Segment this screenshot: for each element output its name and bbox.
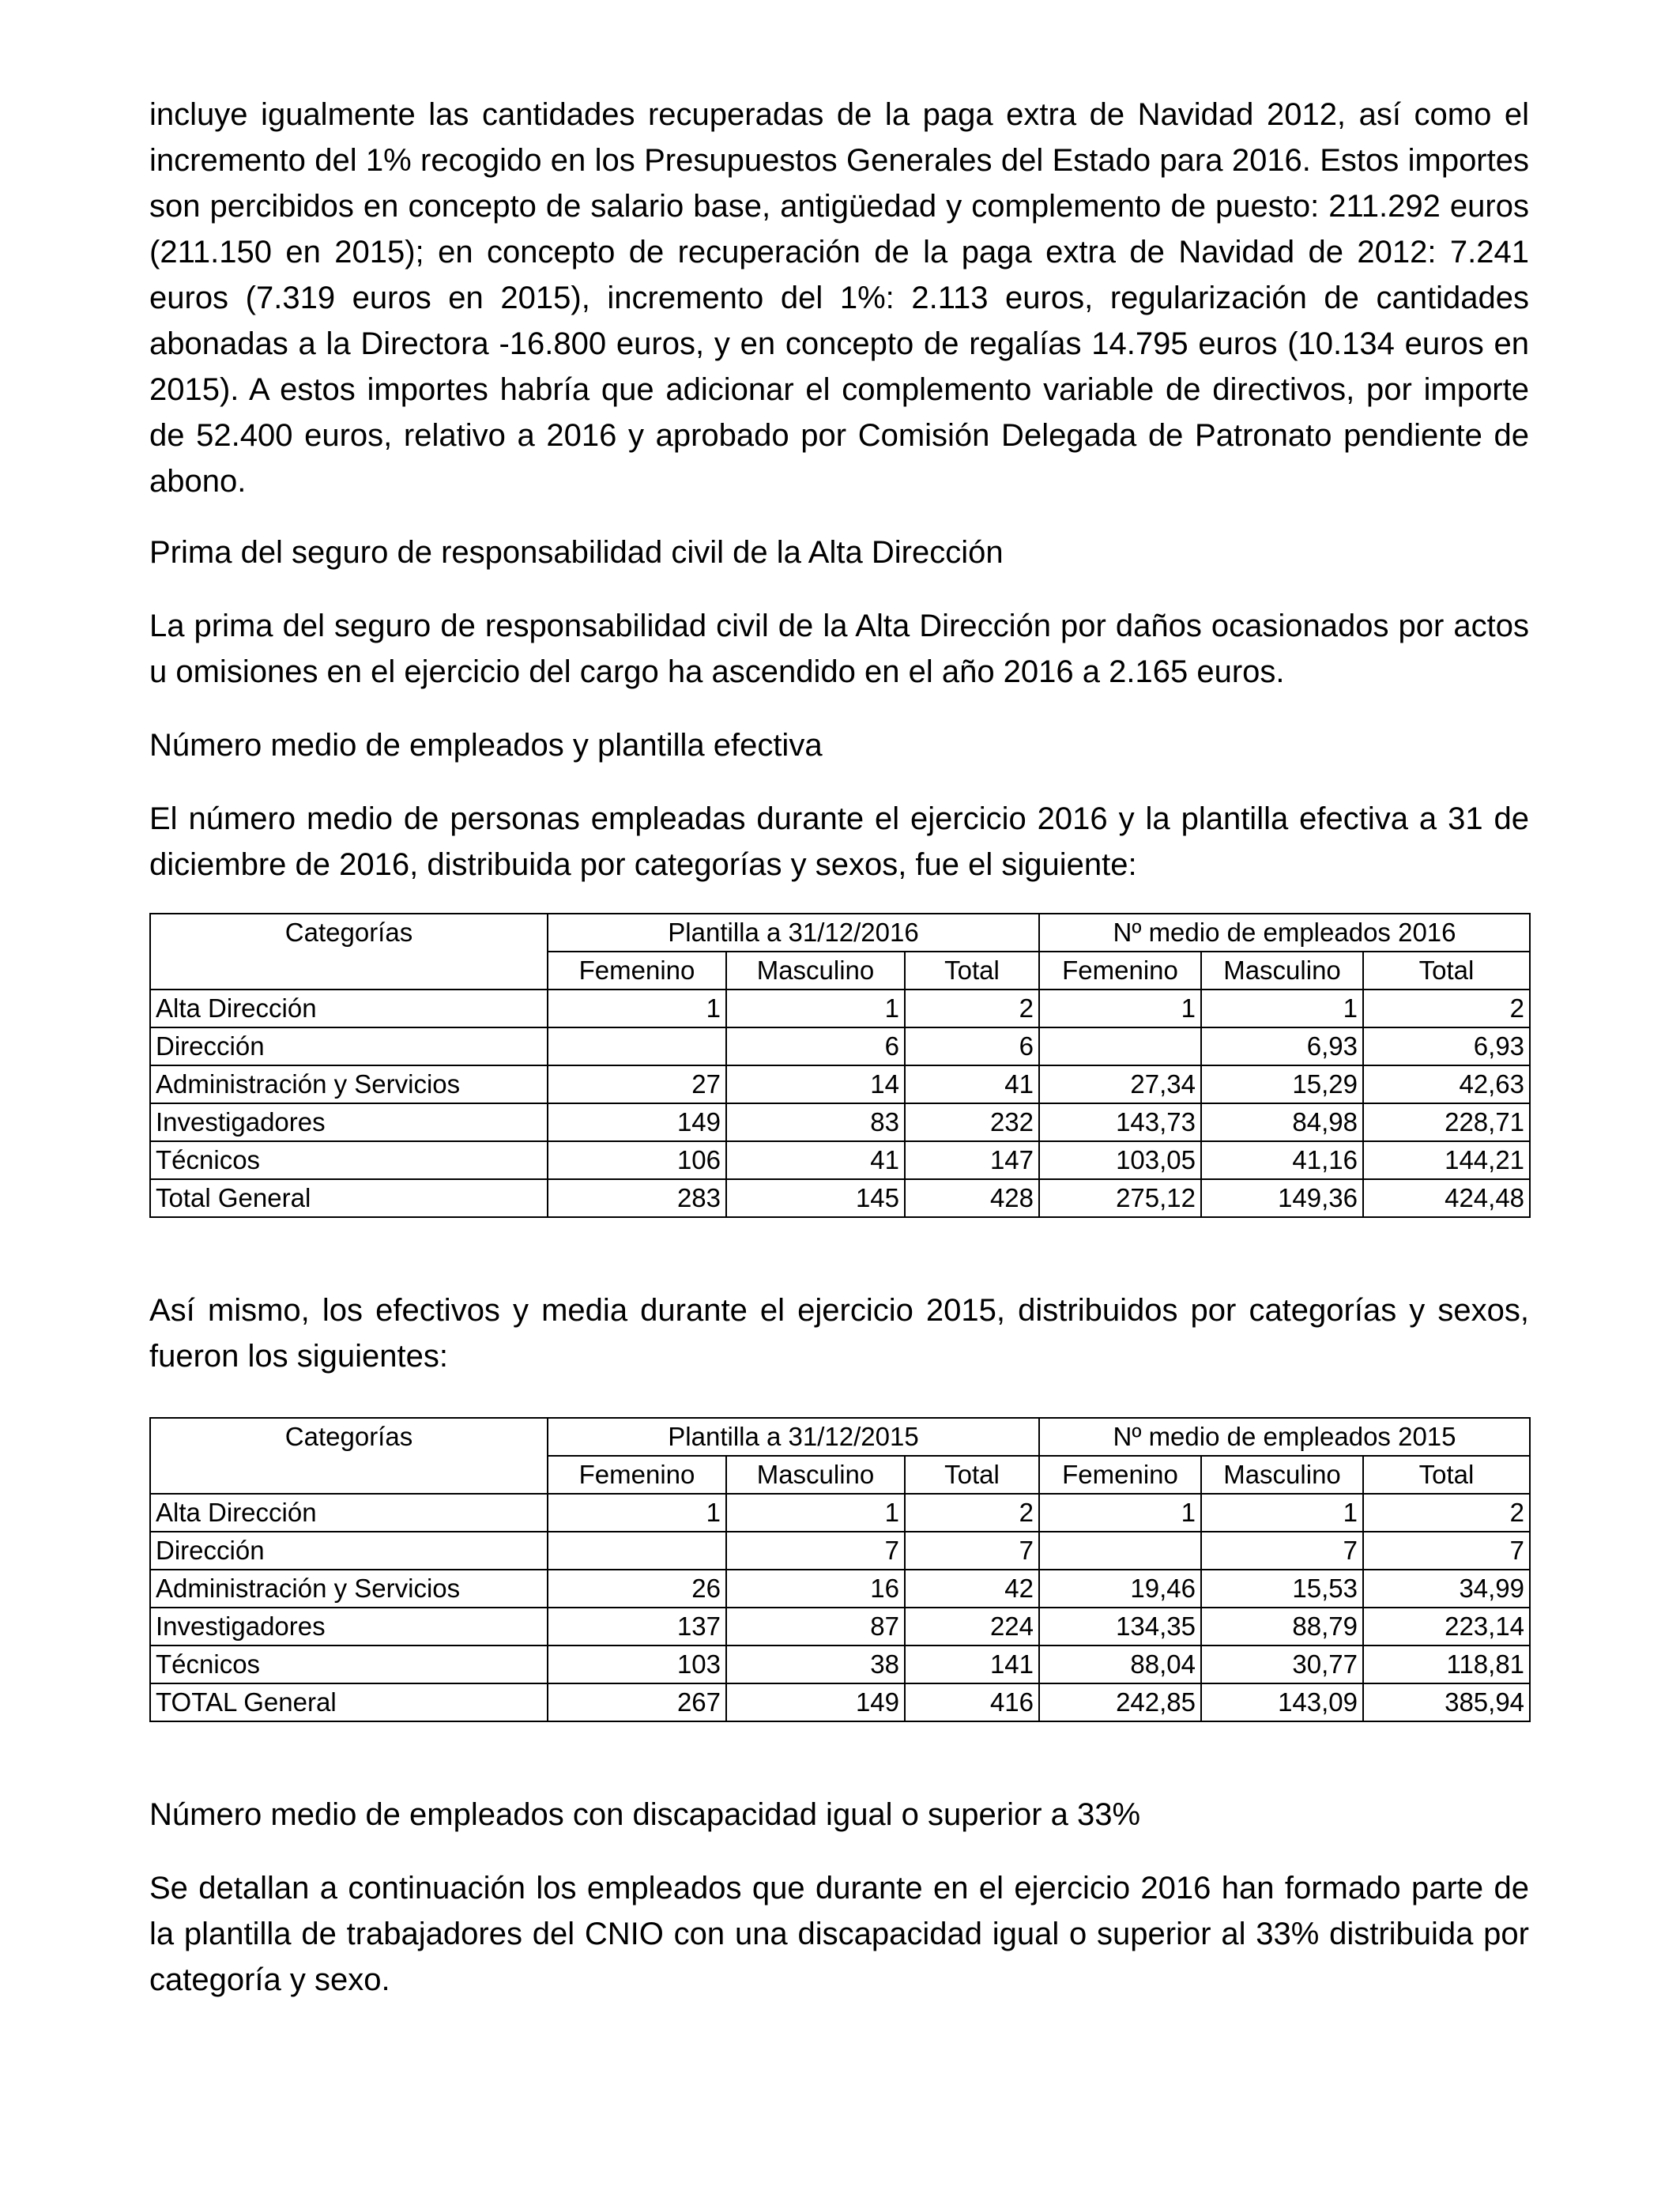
subheader-total: Total: [1363, 1456, 1530, 1494]
value-cell: 144,21: [1363, 1141, 1530, 1179]
paragraph-prima-seguro: La prima del seguro de responsabilidad civil de la Alta Dirección por daños ocasionados por actos u omisiones en el ejercicio del cargo ha ascendido en el año 2016 a 2.165 euros.: [149, 609, 1529, 689]
value-cell: 1: [1039, 990, 1201, 1027]
category-cell: Dirección: [150, 1027, 548, 1065]
value-cell: 228,71: [1363, 1103, 1530, 1141]
value-cell: [548, 1532, 726, 1570]
value-cell: 232: [905, 1103, 1039, 1141]
value-cell: 149: [548, 1103, 726, 1141]
value-cell: 1: [548, 990, 726, 1027]
paragraph-numero-medio: El número medio de personas empleadas durante el ejercicio 2016 y la plantilla efectiva a 31 de diciembre de 2016, distribuida por categorías y sexos, fue el siguiente:: [149, 801, 1529, 882]
value-cell: 2: [905, 990, 1039, 1027]
value-cell: 143,09: [1201, 1683, 1363, 1721]
subheader-femenino: Femenino: [548, 1456, 726, 1494]
value-cell: 34,99: [1363, 1570, 1530, 1608]
table-row: [150, 1646, 1530, 1683]
table-row: [150, 1532, 1530, 1570]
header-categorias: Categorías: [150, 1418, 548, 1494]
value-cell: 87: [726, 1608, 905, 1646]
value-cell: 6: [905, 1027, 1039, 1065]
category-cell: TOTAL General: [150, 1683, 548, 1721]
category-cell: Administración y Servicios: [150, 1570, 548, 1608]
category-cell: Técnicos: [150, 1141, 548, 1179]
table-row: [150, 1141, 1530, 1179]
value-cell: 1: [1201, 990, 1363, 1027]
header-plantilla: Plantilla a 31/12/2016: [548, 914, 1039, 952]
subheader-femenino: Femenino: [1039, 952, 1201, 990]
value-cell: 1: [1039, 1494, 1201, 1532]
value-cell: 283: [548, 1179, 726, 1217]
value-cell: 42: [905, 1570, 1039, 1608]
value-cell: 103,05: [1039, 1141, 1201, 1179]
value-cell: 1: [726, 1494, 905, 1532]
table-header-row: [150, 914, 1530, 952]
table-2015: [149, 1417, 1531, 1722]
value-cell: 149,36: [1201, 1179, 1363, 1217]
value-cell: 149: [726, 1683, 905, 1721]
heading-prima-seguro: Prima del seguro de responsabilidad civil de la Alta Dirección: [149, 535, 1004, 570]
subheader-masculino: Masculino: [726, 952, 905, 990]
table-row: [150, 1065, 1530, 1103]
value-cell: 15,53: [1201, 1570, 1363, 1608]
subheader-total: Total: [905, 952, 1039, 990]
table-row: [150, 1570, 1530, 1608]
subheader-femenino: Femenino: [1039, 1456, 1201, 1494]
value-cell: 84,98: [1201, 1103, 1363, 1141]
value-cell: 106: [548, 1141, 726, 1179]
value-cell: 428: [905, 1179, 1039, 1217]
header-numero-medio: Nº medio de empleados 2016: [1039, 914, 1530, 952]
document-page: [149, 87, 1529, 2003]
value-cell: 385,94: [1363, 1683, 1530, 1721]
table-row: [150, 990, 1530, 1027]
value-cell: 1: [726, 990, 905, 1027]
value-cell: 2: [905, 1494, 1039, 1532]
category-cell: Total General: [150, 1179, 548, 1217]
value-cell: 7: [905, 1532, 1039, 1570]
value-cell: 134,35: [1039, 1608, 1201, 1646]
value-cell: 267: [548, 1683, 726, 1721]
header-numero-medio: Nº medio de empleados 2015: [1039, 1418, 1530, 1456]
value-cell: 224: [905, 1608, 1039, 1646]
value-cell: 2: [1363, 990, 1530, 1027]
header-categorias: Categorías: [150, 914, 548, 990]
category-cell: Alta Dirección: [150, 990, 548, 1027]
value-cell: [548, 1027, 726, 1065]
table-row: [150, 1608, 1530, 1646]
category-cell: Alta Dirección: [150, 1494, 548, 1532]
value-cell: 1: [1201, 1494, 1363, 1532]
table-row: [150, 1027, 1530, 1065]
value-cell: 27,34: [1039, 1065, 1201, 1103]
subheader-femenino: Femenino: [548, 952, 726, 990]
value-cell: 83: [726, 1103, 905, 1141]
value-cell: 1: [548, 1494, 726, 1532]
paragraph-2015: Así mismo, los efectivos y media durante el ejercicio 2015, distribuidos por categorías y sexos, fueron los siguientes:: [149, 1293, 1529, 1374]
value-cell: 7: [726, 1532, 905, 1570]
subheader-masculino: Masculino: [1201, 1456, 1363, 1494]
value-cell: 7: [1363, 1532, 1530, 1570]
value-cell: 103: [548, 1646, 726, 1683]
value-cell: 7: [1201, 1532, 1363, 1570]
subheader-masculino: Masculino: [726, 1456, 905, 1494]
value-cell: 424,48: [1363, 1179, 1530, 1217]
value-cell: 41,16: [1201, 1141, 1363, 1179]
category-cell: Dirección: [150, 1532, 548, 1570]
value-cell: 30,77: [1201, 1646, 1363, 1683]
paragraph-remuneracion: incluye igualmente las cantidades recuperadas de la paga extra de Navidad 2012, así como el incremento del 1% recogido en los Presupuestos Generales del Estado para 2016. Estos importes son percibidos en concepto de salario base, antigüedad y complemento de puesto: 211.292 euros (211.150 en 2015); en concepto de recuperación de la paga extra de Navidad de 2012: 7.241 euros (7.319 euros en 2015), incremento del 1%: 2.113 euros, regularización de cantidades abonadas a la Directora -16.800 euros, y en concepto de regalías 14.795 euros (10.134 euros en 2015). A estos importes habría que adicionar el complemento variable de directivos, por importe de 52.400 euros, relativo a 2016 y aprobado por Comisión Delegada de Patronato pendiente de abono.: [149, 97, 1529, 499]
value-cell: 223,14: [1363, 1608, 1530, 1646]
value-cell: 118,81: [1363, 1646, 1530, 1683]
value-cell: 15,29: [1201, 1065, 1363, 1103]
value-cell: 6: [726, 1027, 905, 1065]
value-cell: 141: [905, 1646, 1039, 1683]
value-cell: 19,46: [1039, 1570, 1201, 1608]
value-cell: 16: [726, 1570, 905, 1608]
value-cell: 6,93: [1363, 1027, 1530, 1065]
value-cell: 242,85: [1039, 1683, 1201, 1721]
subheader-masculino: Masculino: [1201, 952, 1363, 990]
value-cell: 14: [726, 1065, 905, 1103]
value-cell: 41: [726, 1141, 905, 1179]
table-total-row: [150, 1683, 1530, 1721]
category-cell: Administración y Servicios: [150, 1065, 548, 1103]
value-cell: 145: [726, 1179, 905, 1217]
paragraph-discapacidad: Se detallan a continuación los empleados que durante en el ejercicio 2016 han formado parte de la plantilla de trabajadores del CNIO con una discapacidad igual o superior al 33% distribuida por categoría y sexo.: [149, 1871, 1529, 1997]
value-cell: 275,12: [1039, 1179, 1201, 1217]
table-header-row: [150, 1418, 1530, 1456]
value-cell: [1039, 1027, 1201, 1065]
value-cell: 2: [1363, 1494, 1530, 1532]
subheader-total: Total: [905, 1456, 1039, 1494]
header-plantilla: Plantilla a 31/12/2015: [548, 1418, 1039, 1456]
value-cell: 6,93: [1201, 1027, 1363, 1065]
category-cell: Investigadores: [150, 1608, 548, 1646]
value-cell: 88,04: [1039, 1646, 1201, 1683]
table-row: [150, 1494, 1530, 1532]
table-total-row: [150, 1179, 1530, 1217]
value-cell: 42,63: [1363, 1065, 1530, 1103]
category-cell: Técnicos: [150, 1646, 548, 1683]
value-cell: 88,79: [1201, 1608, 1363, 1646]
value-cell: [1039, 1532, 1201, 1570]
value-cell: 27: [548, 1065, 726, 1103]
value-cell: 147: [905, 1141, 1039, 1179]
heading-discapacidad: Número medio de empleados con discapacidad igual o superior a 33%: [149, 1797, 1141, 1832]
table-2016: [149, 913, 1531, 1218]
value-cell: 137: [548, 1608, 726, 1646]
heading-numero-medio: Número medio de empleados y plantilla efectiva: [149, 728, 823, 763]
category-cell: Investigadores: [150, 1103, 548, 1141]
table-row: [150, 1103, 1530, 1141]
value-cell: 41: [905, 1065, 1039, 1103]
subheader-total: Total: [1363, 952, 1530, 990]
value-cell: 26: [548, 1570, 726, 1608]
value-cell: 143,73: [1039, 1103, 1201, 1141]
value-cell: 416: [905, 1683, 1039, 1721]
value-cell: 38: [726, 1646, 905, 1683]
